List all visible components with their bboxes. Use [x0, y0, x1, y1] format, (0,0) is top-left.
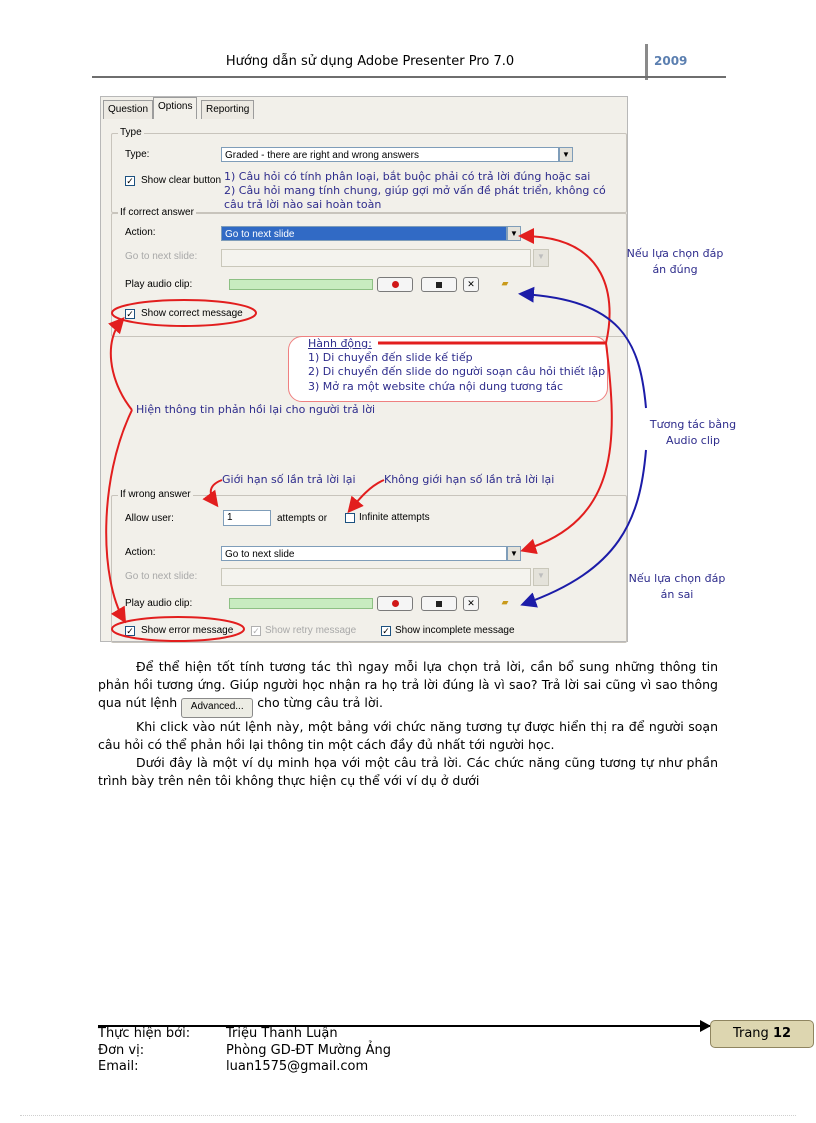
wrong-action-select[interactable]: Go to next slide	[221, 546, 507, 561]
action-callout-3: 3) Mở ra một website chứa nội dung tương tác	[308, 380, 564, 393]
allow-user-label: Allow user:	[125, 513, 174, 524]
arrow-to-show-error	[106, 410, 132, 620]
type-label: Type:	[125, 149, 150, 160]
arrow-to-show-correct	[111, 320, 132, 410]
correct-folder-icon[interactable]: ▰	[501, 278, 509, 288]
page-number: 12	[772, 1026, 792, 1041]
type-note-2: 2) Câu hỏi mang tính chung, giúp gợi mở vấn đề phát triển, không có	[224, 184, 606, 197]
side-note-correct-2: án đúng	[652, 263, 698, 276]
type-select-arrow-icon[interactable]: ▼	[559, 147, 573, 162]
page-label: Trang	[732, 1026, 769, 1041]
paragraph-1	[98, 658, 718, 718]
show-error-label: Show error message	[141, 625, 234, 636]
show-retry-label: Show retry message	[265, 625, 357, 636]
body-text	[98, 658, 718, 790]
action-callout-title: Hành động:	[308, 337, 372, 350]
side-note-audio-1: Tương tác bằng	[649, 418, 737, 431]
show-error-checkbox[interactable]: ✓	[126, 626, 134, 636]
footer-email: luan1575@gmail.com	[226, 1059, 369, 1074]
limit-annotation: Giới hạn số lần trả lời lại	[222, 473, 356, 486]
wrong-goto-label: Go to next slide:	[125, 571, 198, 582]
feedback-annotation: Hiện thông tin phản hồi lại cho người trả lời	[136, 403, 376, 416]
footer-unit-label: Đơn vị:	[98, 1043, 145, 1058]
wrong-group-title: If wrong answer	[120, 489, 191, 500]
no-limit-annotation: Không giới hạn số lần trả lời lại	[384, 473, 555, 486]
side-note-correct-1: Nếu lựa chọn đáp	[626, 247, 724, 260]
correct-audio-label: Play audio clip:	[125, 279, 193, 290]
paragraph-1-text: Để thể hiện tốt tính tương tác thì ngay mỗi lựa chọn trả lời, cần bổ sung những thông tin phản hồi tương ứng. Giúp người học nhận ra họ trả lời đúng là vì sao? Trả lời sai cũng vì sao thông qua nút lệnh	[98, 659, 718, 710]
type-note-1: 1) Câu hỏi có tính phân loại, bắt buộc phải có trả lời đúng hoặc sai	[224, 170, 591, 183]
correct-clear-audio-button[interactable]: ✕	[463, 277, 479, 292]
type-note-3: câu trả lời nào sai hoàn toàn	[224, 198, 382, 211]
show-correct-label: Show correct message	[141, 308, 243, 319]
show-incomplete-label: Show incomplete message	[395, 625, 515, 636]
wrong-clear-audio-button[interactable]: ✕	[463, 596, 479, 611]
arrow-to-wrong-action	[524, 343, 612, 550]
show-clear-label: Show clear button	[141, 175, 222, 186]
correct-goto-label: Go to next slide:	[125, 251, 198, 262]
show-incomplete-checkbox[interactable]: ✓	[382, 626, 390, 636]
page-header-year: 2009	[654, 54, 688, 68]
paragraph-2: Khi click vào nút lệnh này, một bảng với chức năng tương tự được hiển thị ra để người soạn câu hỏi có thể phản hồi lại thông tin một cách đầy đủ nhất tới người học.	[98, 719, 718, 752]
arrow-blue-wrong-audio	[524, 450, 646, 604]
side-note-wrong-2: án sai	[660, 588, 694, 601]
tab-reporting[interactable]: Reporting	[201, 100, 254, 119]
footer-author-label: Thực hiện bởi:	[98, 1026, 191, 1041]
paragraph-1-end: cho từng câu trả lời.	[257, 695, 383, 710]
tab-options[interactable]: Options	[153, 97, 197, 119]
arrow-to-allow-user	[211, 480, 222, 504]
infinite-attempts-label: Infinite attempts	[359, 512, 430, 523]
side-note-audio-2: Audio clip	[666, 434, 720, 447]
bottom-dotted-rule	[20, 1115, 796, 1116]
advanced-button[interactable]: Advanced...	[181, 698, 253, 718]
wrong-action-label: Action:	[125, 547, 156, 558]
show-retry-checkbox: ✓	[252, 626, 260, 636]
page-header-title: Hướng dẫn sử dụng Adobe Presenter Pro 7.0	[225, 54, 515, 69]
correct-goto-arrow-icon: ▼	[533, 249, 549, 267]
highlight-show-error	[112, 617, 244, 641]
wrong-audio-label: Play audio clip:	[125, 598, 193, 609]
correct-group-title: If correct answer	[120, 207, 194, 218]
action-callout-1: 1) Di chuyển đến slide kế tiếp	[308, 351, 473, 364]
show-clear-checkbox[interactable]: ✓	[126, 176, 134, 186]
wrong-action-arrow-icon[interactable]: ▼	[507, 546, 521, 561]
paragraph-3: Dưới đây là một ví dụ minh họa với một câu trả lời. Các chức năng cũng tương tự như phần trình bày trên nên tôi không thực hiện cụ thể với ví dụ ở dưới	[98, 755, 718, 788]
show-correct-checkbox[interactable]: ✓	[126, 309, 134, 319]
wrong-goto-arrow-icon: ▼	[533, 568, 549, 586]
highlight-show-correct	[112, 300, 256, 326]
side-note-wrong-1: Nếu lựa chọn đáp	[628, 572, 726, 585]
footer-author: Triệu Thanh Luận	[226, 1026, 338, 1041]
attempts-or-label: attempts or	[277, 513, 328, 524]
attempts-stepper[interactable]: 1	[223, 510, 271, 526]
tab-question[interactable]: Question	[103, 100, 153, 119]
footer-unit: Phòng GD-ĐT Mường Ảng	[226, 1043, 391, 1058]
type-select[interactable]: Graded - there are right and wrong answers	[221, 147, 559, 162]
page-number-badge	[710, 1020, 814, 1048]
wrong-folder-icon[interactable]: ▰	[501, 597, 509, 607]
type-group-title: Type	[120, 127, 142, 138]
correct-action-arrow-icon[interactable]: ▼	[507, 226, 521, 241]
arrow-to-infinite	[350, 480, 384, 510]
footer-email-label: Email:	[98, 1059, 139, 1074]
arrow-blue-correct-audio	[522, 294, 646, 408]
arrow-to-correct-action	[522, 236, 610, 343]
correct-action-label: Action:	[125, 227, 156, 238]
correct-action-select[interactable]: Go to next slide	[221, 226, 507, 241]
action-callout-2: 2) Di chuyển đến slide do người soạn câu hỏi thiết lập	[308, 365, 606, 378]
